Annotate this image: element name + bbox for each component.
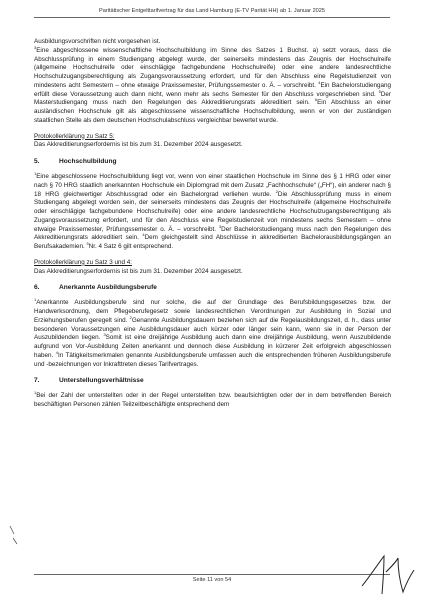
- margin-mark: [8, 524, 20, 546]
- section-6-paragraph: $^1$Anerkannte Ausbildungsberufe sind nur solche, die auf der Grundlage des Berufsbildungsgesetzes bzw. der Handwerksordnung, dem Pflegeberufegesetz sowie landesrechtlichen Verordnungen zur Ausbildung in Sozial und Erziehungsberufen geregelt sind. $^2$Genannte Ausbildungsdauern beziehen sich auf die Regelausbildungszeit, d. h., dass unter besonderen Voraussetzungen eine Ausbildungsdauer auch kürzer oder länger sein kann, wenn sie in der Person der Auszubildenden liegen. $^3$Somit ist eine dreijährige Ausbildung auch dann eine dreijährige Ausbildung, wenn Auszubildende aufgrund von Vor-Ausbildung Zeiten anerkannt und dennoch diese Ausbildung in kürzerer Zeit erfolgreich abgeschlossen haben. $^4$In Tätigkeitsmerkmalen genannte Ausbildungsberufe umfassen auch die entsprechenden früheren Ausbildungsberufe und -bezeichnungen vor Inkrafttreten dieses Tarifvertrages.: [34, 297, 392, 368]
- intro-paragraph: Ausbildungsvorschriften nicht vorgesehen ist.: [34, 38, 161, 45]
- header-rule: [34, 17, 390, 18]
- protocol-note-text-1: Das Akkreditierungserfordernis ist bis zum 31. Dezember 2024 ausgesetzt.: [34, 141, 243, 149]
- section-6-heading: 6. Anerkannte Ausbildungsberufe: [34, 284, 157, 292]
- signature-initials: [356, 552, 416, 596]
- protocol-note-title-1: Protokollerklärung zu Satz 5:: [34, 132, 115, 140]
- section-5-paragraph: $^1$Eine abgeschlossene Hochschulbildung liegt vor, wenn von einer staatlichen Hochschule im Sinne des § 1 HRG oder einer nach § 70 HRG staatlich anerkannten Hochschule ein Diplomgrad mit dem Zusatz „Fachhochschule“ („FH“), ein anderer nach § 18 HRG gleichwertiger Abschlussgrad oder ein Bachelorgrad verliehen wurde. $^2$Die Abschlussprüfung muss in einem Studiengang abgelegt worden sein, der seinerseits mindestens das Zeugnis der Hochschulreife (allgemeine Hochschulreife oder einschlägige fachgebundene Hochschulreife) oder eine andere landesrechtliche Hochschulzugangsberechtigung als Zugangsvoraussetzung erfordert, und für den Abschluss eine Regelstudienzeit von mindestens sechs Semestern – ohne etwaige Praxissemester, Prüfungssemester o. Ä. – vorschreibt. $^3$Der Bachelorstudiengang muss nach den Regelungen des Akkreditierungsrats akkreditiert sein. $^4$Dem gleichgestellt sind Abschlüsse in akkreditierten Bachelorausbildungsgängen an Berufsakademien. $^5$Nr. 4 Satz 6 gilt entsprechend.: [34, 171, 392, 250]
- page-number: Seite 11 von 54: [192, 577, 232, 583]
- footer-rule: [34, 574, 390, 575]
- document-body: [34, 38, 391, 410]
- protocol-note-title-2: Protokollerklärung zu Satz 3 und 4:: [34, 258, 133, 266]
- section-5-heading: 5. Hochschulbildung: [34, 158, 117, 165]
- section-7-heading: 7. Unterstellungsverhältnisse: [34, 377, 144, 385]
- paragraph-4-3: $^3$Eine abgeschlossene wissenschaftliche Hochschulbildung im Sinne des Satzes 1 Buchst. a) setzt voraus, dass die Abschlussprüfung in einem Studiengang abgelegt wurde, der seinerseits mindestens das Zeugnis der Hochschulreife (allgemeine Hochschulreife oder einschlägige fachgebundene Hochschulreife) oder eine andere landesrechtliche Hochschulzugangsberechtigung als Zugangsvoraussetzung erfordert, und für den Abschluss eine Regelstudienzeit von mindestens acht Semestern – ohne etwaige Praxissemester, Prüfungssemester o. Ä. – vorschreibt. $^4$Ein Bachelorstudiengang erfüllt diese Voraussetzung auch dann nicht, wenn mehr als sechs Semester für den Abschluss vorgeschrieben sind. $^5$Der Masterstudiengang muss nach den Regelungen des Akkreditierungsrats akkreditiert sein. $^6$Ein Abschluss an einer ausländischen Hochschule gilt als abgeschlossene wissenschaftliche Hochschulbildung, wenn er von der zuständigen staatlichen Stelle als dem deutschen Hochschulabschluss vergleichbar bewertet wurde.: [34, 44, 391, 124]
- section-7-paragraph: $^1$Bei der Zahl der unterstellten oder in der Regel unterstellten bzw. beaufsichtigten oder der in dem betreffenden Bereich beschäftigten Personen zählen Teilzeitbeschäftigte entsprechend dem: [34, 390, 391, 408]
- page-header: Paritätischer Entgelttarifvertrag für das Land Hamburg (E-TV Parität HH) ab 1. Januar 2025: [98, 8, 326, 14]
- protocol-note-text-2: Das Akkreditierungserfordernis ist bis zum 31. Dezember 2024 ausgesetzt.: [34, 267, 243, 275]
